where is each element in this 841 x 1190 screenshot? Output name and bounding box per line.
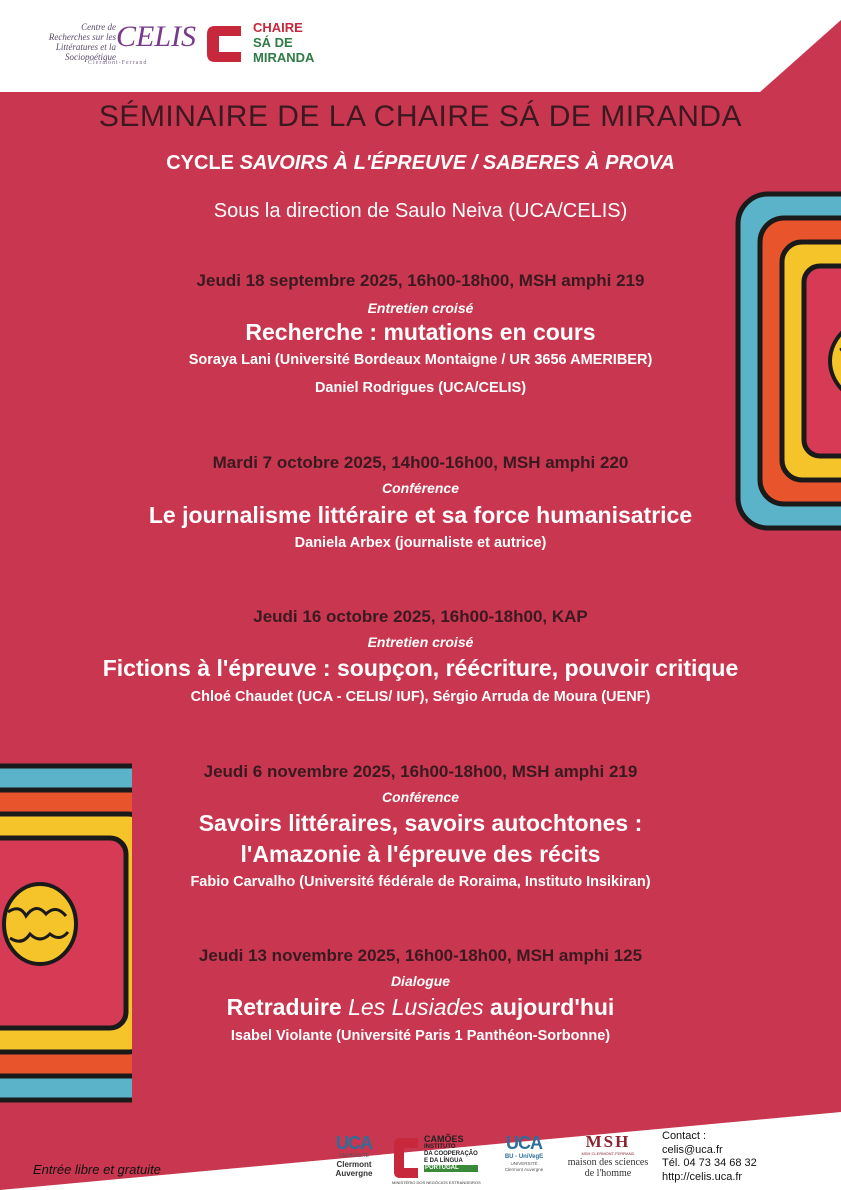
camoes-line5: PORTUGAL [424, 1165, 478, 1172]
celis-logo [38, 14, 197, 74]
free-entry-note: Entrée libre et gratuite [33, 1162, 161, 1177]
camoes-line1: CAMÕES [424, 1134, 464, 1144]
chaire-logo-line2: SÁ DE [253, 35, 293, 50]
uca-logo-mark: UCA [336, 1133, 372, 1153]
celis-logo-small-text: Centre de Recherches sur les Littératures et la Sociopoétique [48, 22, 116, 62]
session-4-type: Conférence [381, 789, 460, 805]
session-4-date: Jeudi 6 novembre 2025, 16h00-18h00, MSH amphi 219 [203, 762, 638, 781]
session-1-speaker-2: Daniel Rodrigues (UCA/CELIS) [314, 380, 527, 396]
decorative-brain-artwork-left [0, 752, 132, 1114]
celis-logo-city: Clermont-Ferrand [88, 60, 148, 66]
contact-label: Contact : [662, 1130, 707, 1142]
session-4-title-line-2: l'Amazonie à l'épreuve des récits [240, 841, 601, 867]
session-2-title: Le journalisme littéraire et sa force humanisatrice [148, 502, 693, 528]
contact-phone: Tél. 04 73 34 68 32 [662, 1157, 757, 1169]
cycle-title [0, 152, 841, 175]
msh-logo-tag: MSH CLERMONT-FERRAND [581, 1151, 635, 1156]
session-4-speaker-1: Fabio Carvalho (Université fédérale de Roraima, Instituto Insikiran) [190, 874, 651, 890]
chaire-logo-line1: CHAIRE [253, 20, 303, 35]
seminar-title: SÉMINAIRE DE LA CHAIRE SÁ DE MIRANDA [98, 100, 743, 133]
msh-logo-line1: maison des sciences [567, 1157, 649, 1168]
camoes-line4: E DA LÍNGUA [424, 1158, 463, 1164]
session-3-type: Entretien croisé [367, 634, 474, 650]
direction-line: Sous la direction de Saulo Neiva (UCA/CELIS) [213, 200, 628, 222]
cycle-title-prefix: CYCLE [166, 152, 240, 174]
session-5-title [0, 994, 841, 1021]
bu-logo-line3: Clermont Auvergne [504, 1167, 544, 1172]
session-5-title-before: Retraduire [226, 994, 349, 1020]
bu-logo-line1: BU - UniVegE [504, 1154, 544, 1160]
session-4-title-line-1: Savoirs littéraires, savoirs autochtones : [198, 810, 643, 836]
chaire-c-mark-icon [205, 22, 243, 66]
bu-logo-line2: UNIVERSITÉ [510, 1161, 538, 1166]
uca-logo-line1: UNIVERSITÉ [338, 1153, 369, 1159]
bu-logo-mark: UCA [506, 1133, 542, 1153]
session-1-speaker-1: Soraya Lani (Université Bordeaux Montaigne / UR 3656 AMERIBER) [188, 352, 653, 368]
session-5-title-italic: Les Lusiades [348, 994, 484, 1020]
session-3-title: Fictions à l'épreuve : soupçon, réécriture, pouvoir critique [102, 655, 739, 681]
chaire-sa-de-miranda-logo [205, 18, 355, 73]
session-2-type: Conférence [381, 480, 460, 496]
celis-logo-wordmark: CELIS [116, 20, 197, 53]
cycle-title-italic: SAVOIRS À L'ÉPREUVE / SABERES À PROVA [239, 152, 675, 174]
chaire-logo-line3: MIRANDA [253, 50, 315, 65]
uca-logo [326, 1133, 382, 1185]
bu-univege-logo [494, 1133, 554, 1183]
session-5-date: Jeudi 13 novembre 2025, 16h00-18h00, MSH amphi 125 [198, 946, 643, 965]
session-5-type: Dialogue [390, 973, 451, 989]
msh-logo [566, 1133, 650, 1183]
msh-logo-mark: MSH [585, 1132, 631, 1151]
session-5-speaker-1: Isabel Violante (Université Paris 1 Panthéon-Sorbonne) [230, 1028, 611, 1044]
session-3-date: Jeudi 16 octobre 2025, 16h00-18h00, KAP [253, 607, 588, 626]
contact-block [662, 1130, 757, 1184]
camoes-line3: DA COOPERAÇÃO [424, 1151, 478, 1157]
contact-email[interactable]: celis@uca.fr [662, 1143, 723, 1156]
camoes-logo [392, 1134, 487, 1186]
contact-website-link[interactable]: http://celis.uca.fr [662, 1170, 743, 1183]
camoes-line2: INSTITUTO [424, 1144, 456, 1150]
session-2-date: Mardi 7 octobre 2025, 14h00-16h00, MSH amphi 220 [212, 453, 629, 472]
session-1-date: Jeudi 18 septembre 2025, 16h00-18h00, MSH amphi 219 [196, 271, 645, 290]
session-2-speaker-1: Daniela Arbex (journaliste et autrice) [294, 535, 547, 551]
camoes-c-mark-icon [392, 1136, 420, 1180]
session-5-title-after: aujourd'hui [483, 994, 615, 1020]
uca-logo-line3: Auvergne [335, 1169, 373, 1178]
session-1-type: Entretien croisé [367, 300, 474, 316]
uca-logo-line2: Clermont [336, 1160, 372, 1169]
session-3-speaker-1: Chloé Chaudet (UCA - CELIS/ IUF), Sérgio Arruda de Moura (UENF) [190, 689, 651, 705]
msh-logo-line2: de l'homme [584, 1168, 632, 1179]
session-1-title: Recherche : mutations en cours [245, 319, 596, 345]
camoes-ministry: MINISTÉRIO DOS NEGÓCIOS ESTRANGEIROS [392, 1180, 481, 1185]
